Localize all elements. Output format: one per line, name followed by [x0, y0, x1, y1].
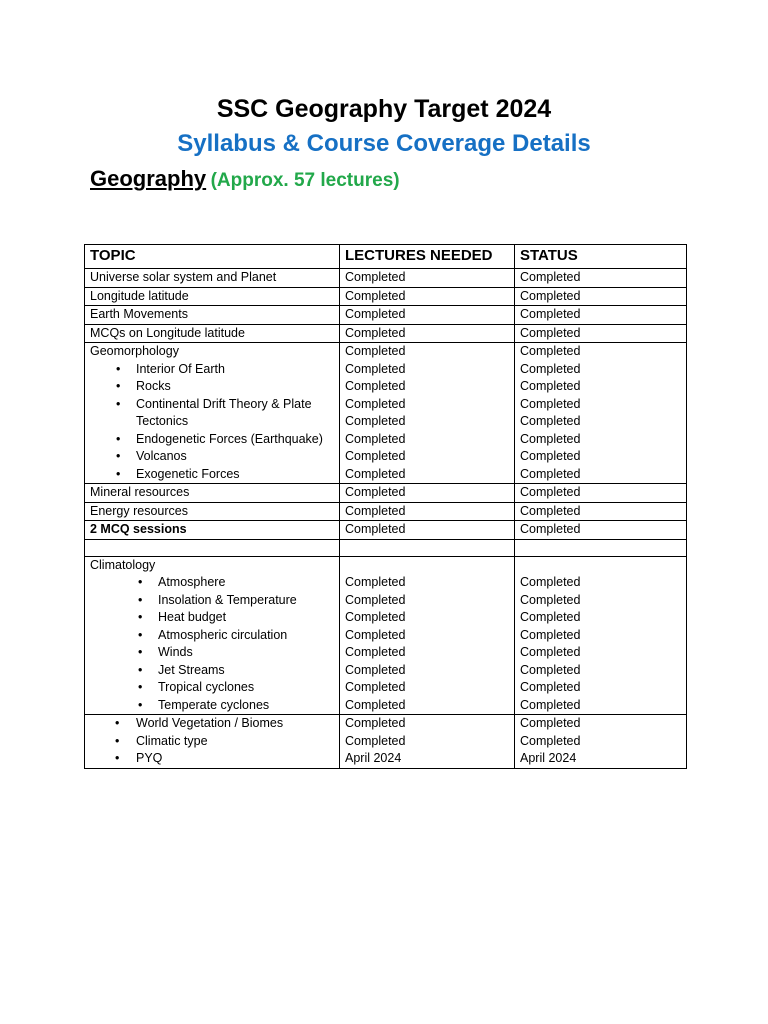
lectures-value: Completed: [345, 627, 406, 642]
table-row: [85, 521, 687, 540]
lectures-value: Completed: [345, 610, 406, 624]
header-lectures: LECTURES NEEDED: [340, 245, 515, 269]
table-row-climatology: [85, 556, 687, 715]
status-cell: Completed: [515, 502, 687, 521]
lectures-cell: Completed: [340, 324, 515, 343]
topic-cell: Universe solar system and Planet: [85, 269, 340, 288]
list-item: • Volcanos: [90, 448, 334, 466]
status-value: Completed: [520, 466, 581, 481]
list-item: • World Vegetation / Biomes: [90, 715, 334, 733]
list-item: • Winds: [90, 644, 334, 662]
status-cell: Completed: [515, 484, 687, 503]
section-heading: [90, 165, 400, 196]
header-status: STATUS: [515, 245, 687, 269]
lectures-cell: Completed: [340, 484, 515, 503]
syllabus-table: [84, 244, 687, 769]
topic-cell: 2 MCQ sessions: [85, 521, 340, 540]
lectures-cell: Completed: [340, 502, 515, 521]
status-value: Completed: [520, 396, 581, 411]
lectures-value: Completed: [345, 697, 406, 712]
status-cell: Completed: [515, 306, 687, 325]
status-cell: Completed: [515, 521, 687, 540]
lectures-cell: Completed: [340, 269, 515, 288]
list-item: • Temperate cyclones: [90, 697, 334, 715]
topic-cell: Mineral resources: [85, 484, 340, 503]
status-value: Completed: [520, 733, 581, 748]
lectures-cell: [340, 715, 515, 769]
page-subtitle: Syllabus & Course Coverage Details: [177, 130, 591, 157]
topic-cell: [85, 715, 340, 769]
topic-cell: [85, 343, 340, 484]
topic-cell: Earth Movements: [85, 306, 340, 325]
status-value: Completed: [520, 414, 581, 428]
status-cell: [515, 715, 687, 769]
lectures-value: Completed: [345, 466, 406, 481]
lectures-value: Completed: [345, 733, 406, 748]
lectures-value: Completed: [345, 414, 406, 428]
list-item: • Rocks: [90, 378, 334, 396]
list-item: • Endogenetic Forces (Earthquake): [90, 431, 334, 449]
geomorphology-subtopics: [90, 361, 334, 484]
list-item: • Insolation & Temperature: [90, 592, 334, 610]
table-row: [85, 484, 687, 503]
list-item: • Tropical cyclones: [90, 679, 334, 697]
lectures-cell: [340, 539, 515, 556]
climatology-heading: Climatology: [90, 557, 156, 572]
table-header-row: [85, 245, 687, 269]
status-value: Completed: [520, 662, 581, 677]
lectures-value: Completed: [345, 592, 406, 607]
topic-cell: [85, 556, 340, 715]
geomorphology-heading: Geomorphology: [90, 344, 179, 358]
status-cell: Completed: [515, 287, 687, 306]
climatology-subtopics: [90, 574, 334, 714]
status-value: Completed: [520, 361, 581, 376]
lectures-value: Completed: [345, 344, 406, 358]
lectures-value: Completed: [345, 680, 406, 694]
page-title: SSC Geography Target 2024: [216, 95, 552, 123]
lectures-cell: [340, 556, 515, 715]
list-item: • Continental Drift Theory & Plate Tectonics: [90, 396, 334, 431]
list-item: • Interior Of Earth: [90, 361, 334, 379]
list-item: • Climatic type: [90, 733, 334, 751]
status-value: Completed: [520, 697, 581, 712]
lectures-cell: Completed: [340, 287, 515, 306]
lectures-value: April 2024: [345, 751, 402, 765]
table-row: [85, 324, 687, 343]
section-name: Geography: [90, 166, 207, 191]
topic-cell: MCQs on Longitude latitude: [85, 324, 340, 343]
list-item: • Atmospheric circulation: [90, 627, 334, 645]
status-value: Completed: [520, 592, 581, 607]
list-item: • Heat budget: [90, 609, 334, 627]
status-cell: Completed: [515, 269, 687, 288]
lectures-cell: Completed: [340, 306, 515, 325]
lectures-value: Completed: [345, 396, 406, 411]
lectures-value: Completed: [345, 575, 406, 589]
lectures-value: Completed: [345, 449, 406, 463]
list-item: • Atmosphere: [90, 574, 334, 592]
table-row: [85, 502, 687, 521]
section-note: (Approx. 57 lectures): [210, 170, 400, 191]
lectures-cell: Completed: [340, 521, 515, 540]
status-value: Completed: [520, 645, 581, 659]
table-row: [85, 287, 687, 306]
lectures-value: Completed: [345, 361, 406, 376]
table-row: [85, 269, 687, 288]
table-row: [85, 306, 687, 325]
table-row-geomorphology: [85, 343, 687, 484]
table-row-empty: [85, 539, 687, 556]
list-item: • Exogenetic Forces: [90, 466, 334, 484]
status-value: Completed: [520, 575, 581, 589]
header-topic: TOPIC: [85, 245, 340, 269]
lectures-value: Completed: [345, 716, 406, 730]
lectures-cell: [340, 343, 515, 484]
status-cell: [515, 539, 687, 556]
lectures-value: Completed: [345, 431, 406, 446]
topic-cell: [85, 539, 340, 556]
topic-cell: Energy resources: [85, 502, 340, 521]
status-cell: Completed: [515, 324, 687, 343]
status-value: Completed: [520, 716, 581, 730]
status-value: Completed: [520, 680, 581, 694]
status-cell: [515, 343, 687, 484]
final-subtopics: [90, 715, 334, 768]
lectures-value: Completed: [345, 662, 406, 677]
topic-cell: Longitude latitude: [85, 287, 340, 306]
status-value: Completed: [520, 610, 581, 624]
status-cell: [515, 556, 687, 715]
status-value: Completed: [520, 431, 581, 446]
status-value: Completed: [520, 379, 581, 393]
list-item: • PYQ: [90, 750, 334, 768]
status-value: Completed: [520, 344, 581, 358]
list-item: • Jet Streams: [90, 662, 334, 680]
status-value: Completed: [520, 449, 581, 463]
table-row-final: [85, 715, 687, 769]
status-value: Completed: [520, 627, 581, 642]
lectures-value: Completed: [345, 379, 406, 393]
lectures-value: Completed: [345, 645, 406, 659]
status-value: April 2024: [520, 751, 577, 765]
